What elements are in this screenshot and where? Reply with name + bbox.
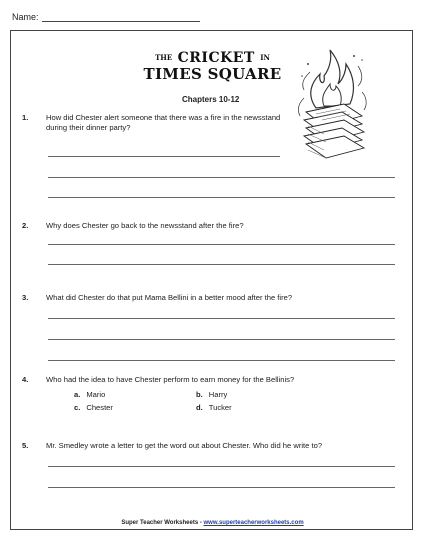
title-line-1 (140, 50, 285, 66)
answer-line[interactable] (48, 339, 395, 340)
title-main: CRICKET (177, 50, 255, 66)
footer-separator: - (198, 520, 204, 526)
question-text: Who had the idea to have Chester perform to earn money for the Bellinis? (46, 375, 295, 384)
answer-line[interactable] (48, 177, 395, 178)
option-letter: b. (196, 390, 203, 399)
question-text: Mr. Smedley wrote a letter to get the word out about Chester. Who did he write to? (46, 441, 323, 450)
answer-line[interactable] (48, 487, 395, 488)
answer-line[interactable] (48, 264, 395, 265)
book-title (140, 50, 285, 82)
option-letter: c. (74, 403, 81, 412)
title-prefix: THE (155, 53, 173, 62)
answer-line[interactable] (48, 244, 395, 245)
question-number: 4. (22, 375, 29, 384)
title-suffix: IN (260, 53, 270, 62)
option-c[interactable] (74, 403, 113, 412)
question-number: 3. (22, 293, 29, 302)
question-number: 2. (22, 221, 29, 230)
option-letter: d. (196, 403, 203, 412)
answer-line[interactable] (48, 156, 280, 157)
chapters-heading: Chapters 10-12 (182, 95, 240, 104)
answer-line[interactable] (48, 360, 395, 361)
question-text: How did Chester alert someone that there was a fire in the newsstand during their dinner party? (46, 113, 281, 132)
footer-link[interactable]: www.superteacherworksheets.com (203, 520, 304, 526)
option-text: Tucker (208, 403, 232, 412)
option-letter: a. (74, 390, 81, 399)
footer (0, 520, 425, 526)
option-b[interactable] (196, 390, 227, 399)
question-text: Why does Chester go back to the newsstand after the fire? (46, 221, 244, 230)
footer-brand: Super Teacher Worksheets (121, 520, 199, 526)
answer-line[interactable] (48, 197, 395, 198)
name-field[interactable] (42, 12, 200, 22)
title-line-2: TIMES SQUARE (143, 65, 282, 83)
burning-newspapers-icon (296, 46, 370, 164)
answer-line[interactable] (48, 318, 395, 319)
option-text: Mario (86, 390, 106, 399)
option-text: Chester (86, 403, 113, 412)
question-text: What did Chester do that put Mama Bellini in a better mood after the fire? (46, 293, 293, 302)
question-number: 1. (22, 113, 29, 122)
option-d[interactable] (196, 403, 232, 412)
option-a[interactable] (74, 390, 105, 399)
question-number: 5. (22, 441, 29, 450)
name-row (12, 12, 200, 22)
name-label: Name: (12, 12, 39, 22)
option-text: Harry (208, 390, 228, 399)
answer-line[interactable] (48, 466, 395, 467)
